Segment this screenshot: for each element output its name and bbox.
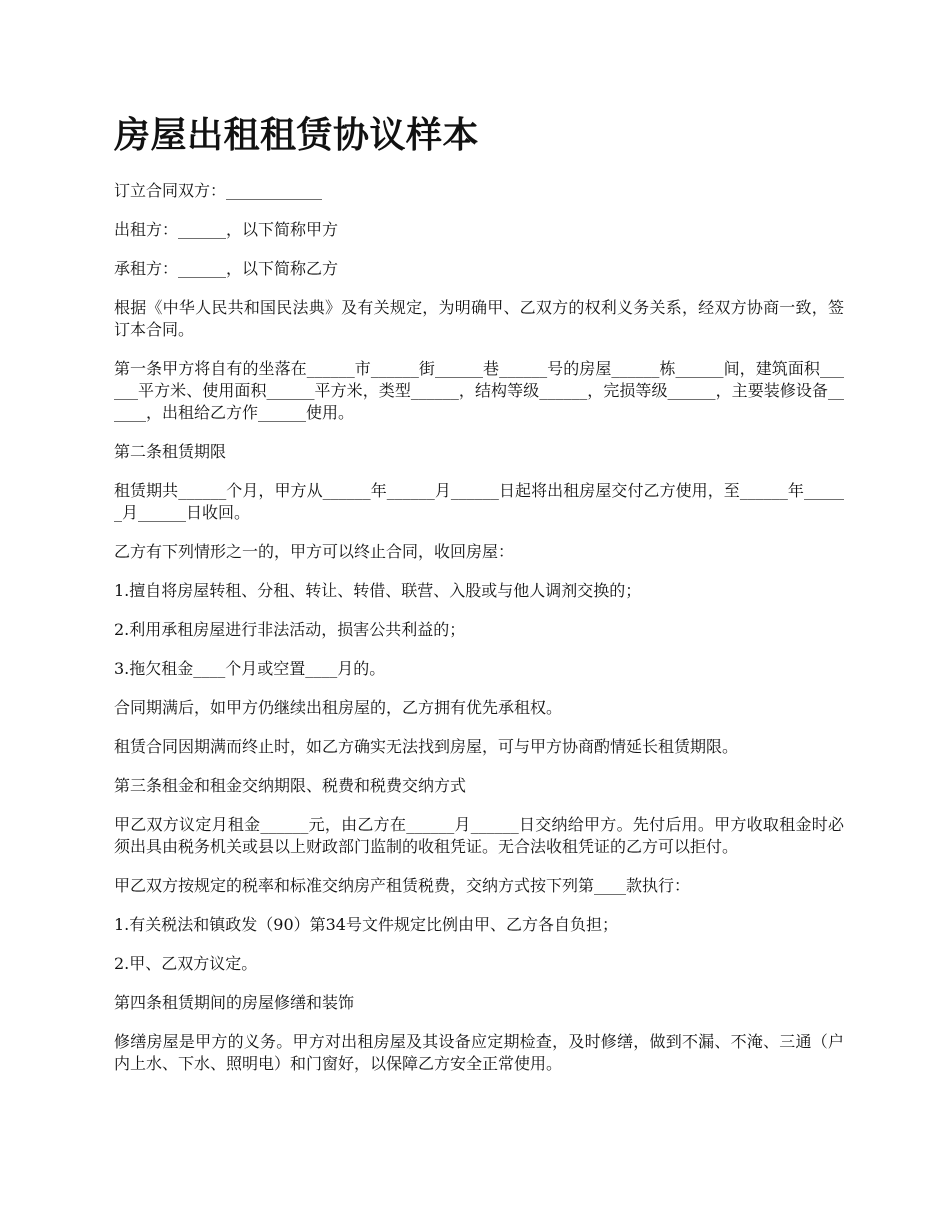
termination-intro: 乙方有下列情形之一的，甲方可以终止合同，收回房屋： [114,542,515,561]
extension-paragraph: 租赁合同因期满而终止时，如乙方确实无法找到房屋，可与甲方协商酌情延长租赁期限。 [114,737,739,756]
tax-paragraph: 甲乙双方按规定的税率和标准交纳房产租赁税费，交纳方式按下列第____款执行： [114,876,691,895]
lessee-line: 承租方：______，以下简称乙方 [114,259,339,278]
document-title: 房屋出租租赁协议样本 [114,115,480,156]
article-4-heading: 第四条租赁期间的房屋修缮和装饰 [114,993,355,1012]
tax-item-2: 2.甲、乙双方议定。 [114,954,258,973]
termination-item-2: 2.利用承租房屋进行非法活动，损害公共利益的； [114,620,466,639]
lease-term-paragraph: 租赁期共______个月，甲方从______年______月______日起将出租房屋交付乙方使用，至______年______月______日收回。 [114,481,844,522]
parties-line: 订立合同双方：____________ [114,181,323,200]
tax-item-1: 1.有关税法和镇政发（90）第34号文件规定比例由甲、乙方各自负担； [114,915,618,934]
preamble-paragraph: 根据《中华人民共和国民法典》及有关规定，为明确甲、乙双方的权利义务关系，经双方协商一致，签订本合同。 [114,298,844,339]
rent-paragraph: 甲乙双方议定月租金______元，由乙方在______月______日交纳给甲方。先付后用。甲方收取租金时必须出具由税务机关或县以上财政部门监制的收租凭证。无合法收租凭证的乙方可以拒付。 [114,815,844,856]
termination-item-1: 1.擅自将房屋转租、分租、转让、转借、联营、入股或与他人调剂交换的； [114,581,642,600]
article-3-heading: 第三条租金和租金交纳期限、税费和税费交纳方式 [114,776,467,795]
article-2-heading: 第二条租赁期限 [114,442,227,461]
article-1-paragraph: 第一条甲方将自有的坐落在______市______街______巷______号的房屋______栋______间，建筑面积______平方米、使用面积______平方米，类型______，结构等级______，完损等级______，主要装修设备______，出租给乙方作______使用。 [114,359,844,422]
repair-paragraph: 修缮房屋是甲方的义务。甲方对出租房屋及其设备应定期检查，及时修缮，做到不漏、不淹、三通（户内上水、下水、照明电）和门窗好，以保障乙方安全正常使用。 [114,1032,844,1073]
renewal-priority-paragraph: 合同期满后，如甲方仍继续出租房屋的，乙方拥有优先承租权。 [114,698,563,717]
termination-item-3: 3.拖欠租金____个月或空置____月的。 [114,659,386,678]
document-page [114,112,844,1092]
lessor-line: 出租方：______，以下简称甲方 [114,220,339,239]
